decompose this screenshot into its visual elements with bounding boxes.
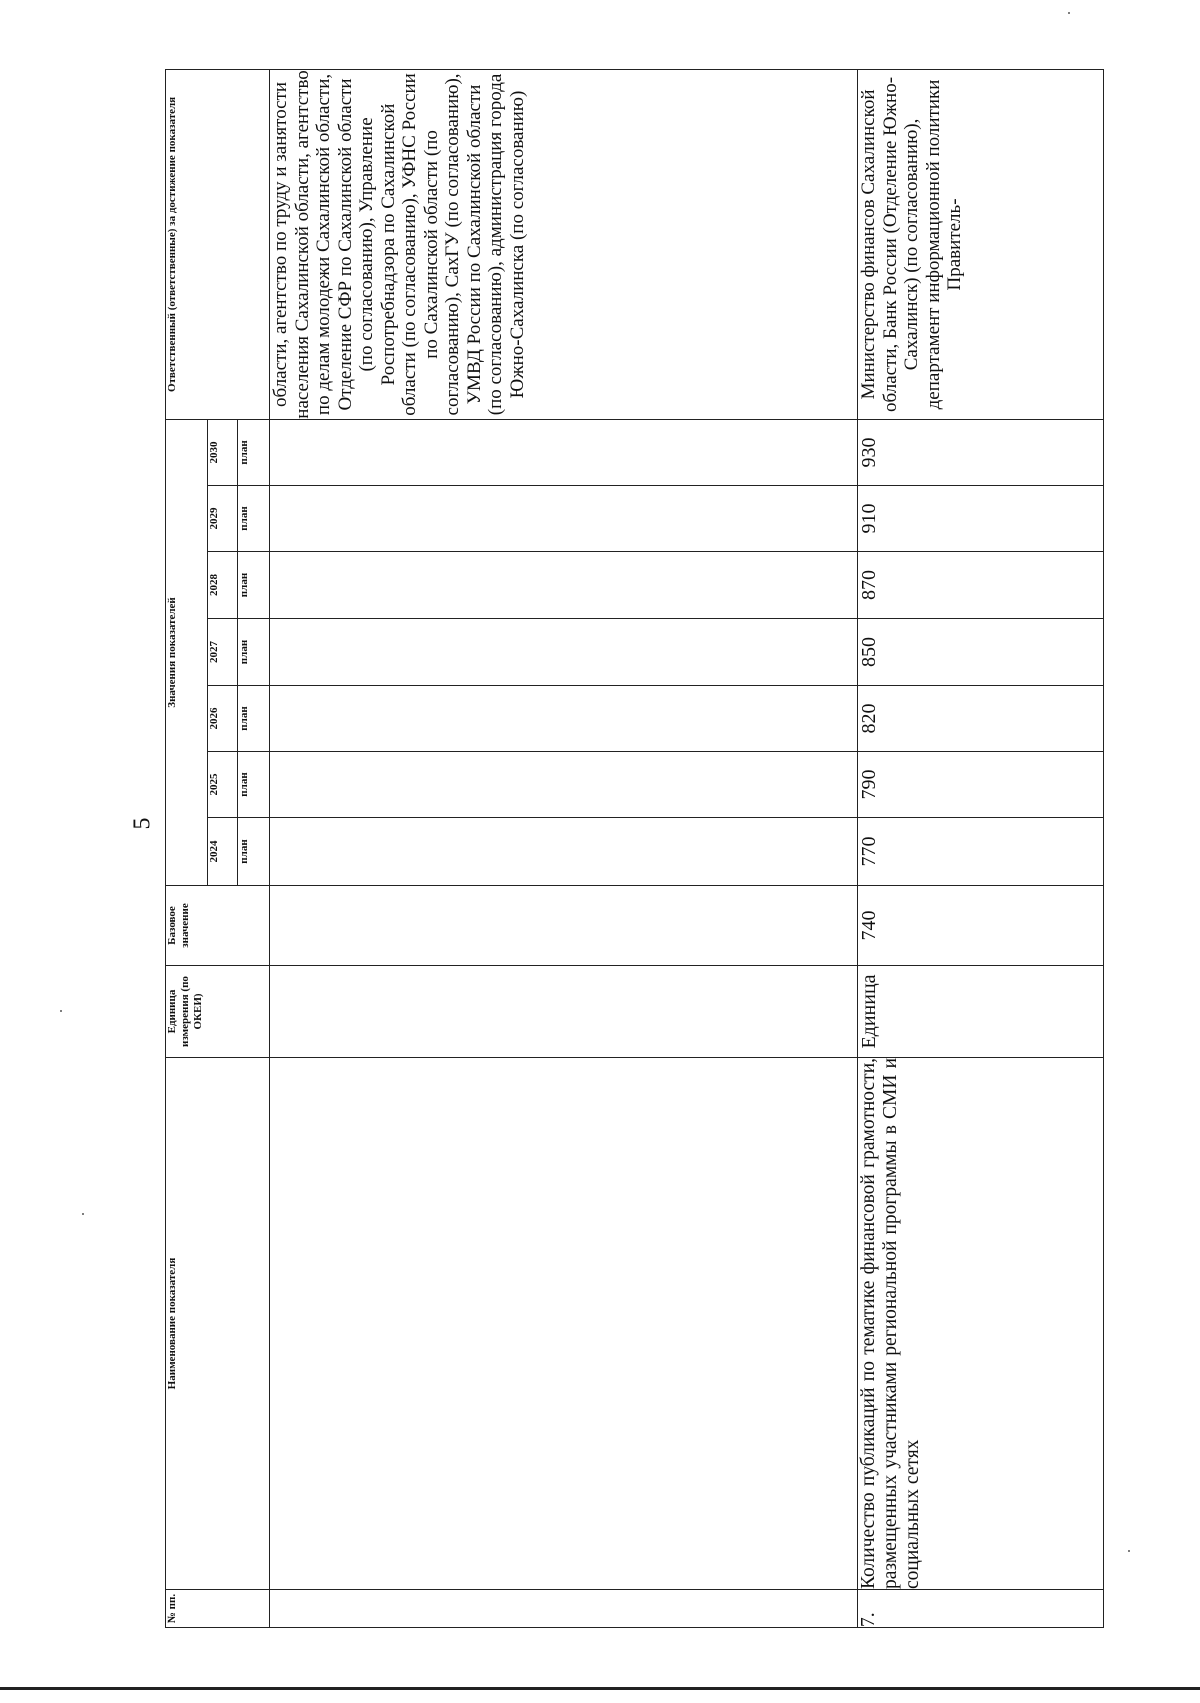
indicators-table (165, 69, 1104, 1628)
row-number: 7. (858, 1590, 1104, 1628)
row-value (270, 686, 858, 752)
header-plan: план (238, 552, 270, 619)
row-number (270, 1590, 858, 1628)
header-plan: план (238, 619, 270, 686)
header-number: № пп. (166, 1590, 270, 1628)
row-value: 790 (858, 752, 1104, 818)
scan-speck (60, 1010, 62, 1012)
scan-speck (1128, 1550, 1130, 1552)
row-value: 770 (858, 818, 1104, 886)
row-value (270, 552, 858, 619)
header-plan: план (238, 486, 270, 552)
row-value: 910 (858, 486, 1104, 552)
row-value: 870 (858, 552, 1104, 619)
row-indicator-name: Количество публикаций по тематике финансовой грамотности, размещенных участниками региональной программы в СМИ и социальных сетях (858, 1058, 1104, 1590)
row-value (270, 419, 858, 485)
header-year: 2026 (208, 686, 238, 752)
row-value: 820 (858, 686, 1104, 752)
header-responsible: Ответственный (ответственные) за достижение показателя (166, 69, 270, 419)
header-year: 2027 (208, 619, 238, 686)
row-base-value: 740 (858, 886, 1104, 966)
header-year: 2030 (208, 419, 238, 485)
header-plan: план (238, 686, 270, 752)
row-unit: Единица (858, 966, 1104, 1058)
scan-speck (1068, 12, 1070, 14)
header-plan: план (238, 818, 270, 886)
header-base-value: Базовое значение (166, 886, 270, 966)
row-value (270, 752, 858, 818)
rotated-table-container (165, 70, 1103, 1628)
header-plan: план (238, 419, 270, 485)
scan-edge-line (0, 1687, 1200, 1690)
row-responsible: области, агентство по труду и занятости населения Сахалинской области, агентство по делам молодежи Сахалинской области, Отделение СФР по Сахалинской области (по согласованию), Управление Роспотребнадзора по Сахалинской области (по согласованию), УФНС России по Сахалинской области (по согласованию), СахГУ (по согласованию), УМВД России по Сахалинской области (по согласованию), администрация города Южно-Сахалинска (по согласованию) (270, 69, 858, 419)
row-indicator-name (270, 1058, 858, 1590)
row-unit (270, 966, 858, 1058)
header-unit: Единица измерения (по ОКЕИ) (166, 966, 270, 1058)
scan-speck (82, 1213, 84, 1215)
row-value: 930 (858, 419, 1104, 485)
row-value: 850 (858, 619, 1104, 686)
page-number: 5 (129, 817, 156, 830)
row-value (270, 486, 858, 552)
header-indicator-name: Наименование показателя (166, 1058, 270, 1590)
row-responsible: Министерство финансов Сахалинской области, Банк России (Отделение Южно-Сахалинск) (по согласованию), департамент информационной политики Правитель- (858, 69, 1104, 419)
header-plan: план (238, 752, 270, 818)
table-row (858, 69, 1104, 1627)
header-year: 2025 (208, 752, 238, 818)
table-row (270, 69, 858, 1627)
header-year: 2029 (208, 486, 238, 552)
header-year: 2024 (208, 818, 238, 886)
header-indicator-values: Значения показателей (166, 419, 208, 885)
row-base-value (270, 886, 858, 966)
row-value (270, 818, 858, 886)
header-year: 2028 (208, 552, 238, 619)
row-value (270, 619, 858, 686)
